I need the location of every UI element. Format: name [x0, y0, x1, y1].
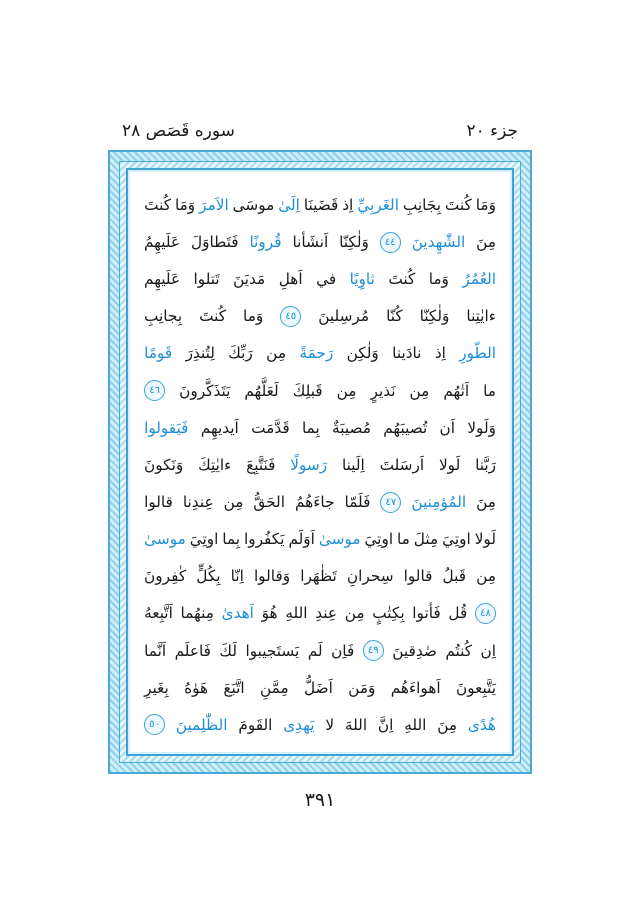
- word: اوتِيَ: [189, 530, 219, 549]
- word: قَبلُ: [442, 567, 467, 586]
- word: جاءَهُمُ: [294, 492, 335, 511]
- word: ما: [483, 381, 496, 400]
- ornamental-frame: [108, 150, 532, 774]
- word: مِثلَ: [413, 530, 439, 549]
- word: وَما: [428, 270, 449, 289]
- word: مُصيبَةٌ: [332, 418, 371, 437]
- word: اَرسَلتَ: [379, 455, 425, 474]
- highlighted-word: موسىٰ: [144, 530, 186, 549]
- highlighted-word: قَومًا: [144, 344, 173, 363]
- verse-line: [144, 487, 496, 517]
- word: رَبَّنا: [475, 455, 496, 474]
- page-header: [122, 118, 518, 144]
- word: يَستَجيبوا: [245, 641, 300, 660]
- word: اِلَينا: [341, 455, 365, 474]
- ayah-number-marker: ٤٤: [380, 232, 401, 253]
- word: وَمَن: [348, 678, 376, 697]
- word: مِمَّنِ: [260, 678, 289, 697]
- word: ءايٰتِنا: [466, 307, 496, 326]
- word: مِن: [336, 381, 357, 400]
- highlighted-word: رَسولًا: [290, 455, 328, 474]
- word: بِما: [222, 530, 241, 549]
- word: يَكفُروا: [243, 530, 285, 549]
- word: كُنتَ: [444, 195, 472, 214]
- word: كُنتَ: [199, 307, 227, 326]
- word: بِجَانِبِ: [402, 195, 441, 214]
- word: اَهلِ: [278, 270, 303, 289]
- word: اَوَلَم: [288, 530, 315, 549]
- word: اَيديهِم: [200, 418, 239, 437]
- word: اوتِيَ: [442, 530, 471, 549]
- word: اتَّبَعَ: [223, 678, 245, 697]
- word: عِندِ: [315, 604, 337, 623]
- word: لَم: [307, 641, 323, 660]
- word: مِنَ: [476, 492, 496, 511]
- word: القَومَ: [238, 715, 273, 734]
- verse-line: [144, 301, 496, 331]
- verse-text-block: [144, 190, 496, 740]
- word: مِن: [266, 344, 287, 363]
- word: هَوٰهُ: [184, 678, 209, 697]
- word: اِذ: [434, 344, 446, 363]
- page-number: ٣٩١: [304, 789, 336, 811]
- word: لَولا: [474, 530, 496, 549]
- ayah-number-marker: ٥٠: [144, 714, 165, 735]
- word: يَتَذَكَّرونَ: [179, 381, 231, 400]
- highlighted-word: قُرونًا: [249, 232, 282, 251]
- word: وَقالوا: [253, 567, 291, 586]
- verse-line: [144, 673, 496, 703]
- word: كُنتُم: [445, 641, 473, 660]
- ayah-number-marker: ٤٥: [280, 306, 301, 327]
- word: فَلَمّا: [344, 492, 371, 511]
- word: اَضَلُّ: [304, 678, 333, 697]
- word: عِندِنا: [182, 492, 214, 511]
- word: ءايٰتِكَ: [198, 455, 232, 474]
- ayah-number-marker: ٤٦: [144, 380, 165, 401]
- word: ما: [397, 530, 410, 549]
- word: وَلٰكِنّا: [419, 307, 450, 326]
- highlighted-word: الغَربِيِّ: [357, 195, 399, 214]
- highlighted-word: العُمُرُ: [462, 270, 496, 289]
- word: مِن: [476, 567, 496, 586]
- word: قُل: [448, 604, 468, 623]
- highlighted-word: موسىٰ: [318, 530, 361, 549]
- juz-label: جزء ٢٠: [466, 121, 518, 141]
- word: مِن: [223, 492, 244, 511]
- word: هُوَ: [261, 604, 278, 623]
- verse-line: [144, 710, 496, 740]
- verse-line: [144, 376, 496, 406]
- word: اللهَ: [344, 715, 368, 734]
- verse-line: [144, 190, 496, 220]
- frame-border: [119, 161, 521, 763]
- word: لَعَلَّهُم: [244, 381, 279, 400]
- verse-line: [144, 450, 496, 480]
- word: قَدَّمَت: [251, 418, 290, 437]
- word: فَاعلَم: [174, 641, 211, 660]
- word: قالوا: [403, 567, 433, 586]
- highlighted-word: الشّٰهِدينَ: [411, 232, 466, 251]
- word: نادَينا: [392, 344, 422, 363]
- word: سِحرانِ: [346, 567, 394, 586]
- word: كُنتَ: [388, 270, 416, 289]
- word: مِنهُما: [180, 604, 214, 623]
- verse-line: [144, 339, 496, 369]
- word: وَمَا: [475, 195, 496, 214]
- word: اَتٰهُم: [443, 381, 470, 400]
- word: نَذيرٍ: [370, 381, 396, 400]
- word: اِن: [480, 641, 496, 660]
- highlighted-word: فَيَقولوا: [144, 418, 189, 437]
- word: وَلٰكِنّا: [339, 232, 369, 251]
- word: مُرسِلينَ: [318, 307, 370, 326]
- word: وَلٰكِن: [346, 344, 379, 363]
- word: فَنَتَّبِعَ: [246, 455, 276, 474]
- highlighted-word: رَحمَةً: [299, 344, 334, 363]
- word: لِتُنذِرَ: [185, 344, 215, 363]
- word: اَهواءَهُم: [390, 678, 441, 697]
- word: فَتَطاوَلَ: [190, 232, 239, 251]
- word: لا: [325, 715, 335, 734]
- verse-line: [144, 561, 496, 591]
- verse-line: [144, 227, 496, 257]
- word: اَنشَأنا: [292, 232, 329, 251]
- verse-line: [144, 524, 496, 554]
- highlighted-word: الاَمرَ: [199, 195, 229, 214]
- highlighted-word: اِلَىٰ: [278, 195, 300, 214]
- word: قَبلِكَ: [292, 381, 323, 400]
- word: اِنّا: [230, 567, 244, 586]
- word: لَكَ: [219, 641, 237, 660]
- word: صٰدِقينَ: [392, 641, 437, 660]
- word: وَمَا: [174, 195, 196, 214]
- highlighted-word: الطّورِ: [459, 344, 496, 363]
- word: عَلَيهِمُ: [144, 232, 181, 251]
- word: اللهِ: [404, 715, 427, 734]
- word: وَلَولا: [467, 418, 496, 437]
- word: مِنَ: [437, 715, 458, 734]
- word: اَنَّما: [144, 641, 167, 660]
- word: تَتلوا: [193, 270, 220, 289]
- ayah-number-marker: ٤٩: [363, 640, 384, 661]
- word: بِكُلٍّ: [196, 567, 221, 586]
- word: بِغَيرِ: [144, 678, 169, 697]
- word: اِذ: [342, 195, 354, 214]
- word: اِنَّ: [377, 715, 394, 734]
- word: قالوا: [144, 492, 173, 511]
- word: قَضَينَا: [303, 195, 339, 214]
- word: فَاِن: [331, 641, 355, 660]
- word: اللهِ: [285, 604, 308, 623]
- word: كُنتَ: [144, 195, 172, 214]
- highlighted-word: هُدًى: [467, 715, 496, 734]
- word: وَنَكونَ: [144, 455, 184, 474]
- word: بِجانِبِ: [144, 307, 183, 326]
- text-panel: [126, 168, 514, 756]
- verse-line: [144, 413, 496, 443]
- word: في: [316, 270, 337, 289]
- word: وَما: [243, 307, 264, 326]
- word: مِنَ: [476, 232, 496, 251]
- highlighted-word: المُؤمِنينَ: [411, 492, 467, 511]
- highlighted-word: اَهدىٰ: [221, 604, 254, 623]
- word: تَظٰهَرا: [300, 567, 337, 586]
- word: تُصيبَهُم: [383, 418, 428, 437]
- word: بِما: [301, 418, 320, 437]
- word: بِكِتٰبٍ: [372, 604, 405, 623]
- ayah-number-marker: ٤٨: [475, 603, 496, 624]
- verse-line: [144, 264, 496, 294]
- highlighted-word: الظّٰلِمينَ: [175, 715, 228, 734]
- word: اوتِيَ: [364, 530, 394, 549]
- surah-label: سوره قَصَص ٢٨: [122, 121, 235, 141]
- word: رَبِّكَ: [228, 344, 253, 363]
- ayah-number-marker: ٤٧: [380, 492, 401, 513]
- word: يَتَّبِعونَ: [455, 678, 496, 697]
- word: الحَقُّ: [253, 492, 285, 511]
- word: موسَى: [232, 195, 275, 214]
- highlighted-word: يَهدِى: [283, 715, 315, 734]
- verse-line: [144, 599, 496, 629]
- word: مِن: [409, 381, 430, 400]
- word: كُنّا: [386, 307, 403, 326]
- word: كٰفِرونَ: [144, 567, 187, 586]
- word: فَأتوا: [412, 604, 441, 623]
- verse-line: [144, 636, 496, 666]
- word: عَلَيهِم: [144, 270, 181, 289]
- word: اَن: [439, 418, 456, 437]
- word: مَديَنَ: [233, 270, 266, 289]
- word: اَتَّبِعهُ: [144, 604, 173, 623]
- word: لَولا: [438, 455, 461, 474]
- highlighted-word: ثاوِيًا: [349, 270, 375, 289]
- word: مِن: [344, 604, 365, 623]
